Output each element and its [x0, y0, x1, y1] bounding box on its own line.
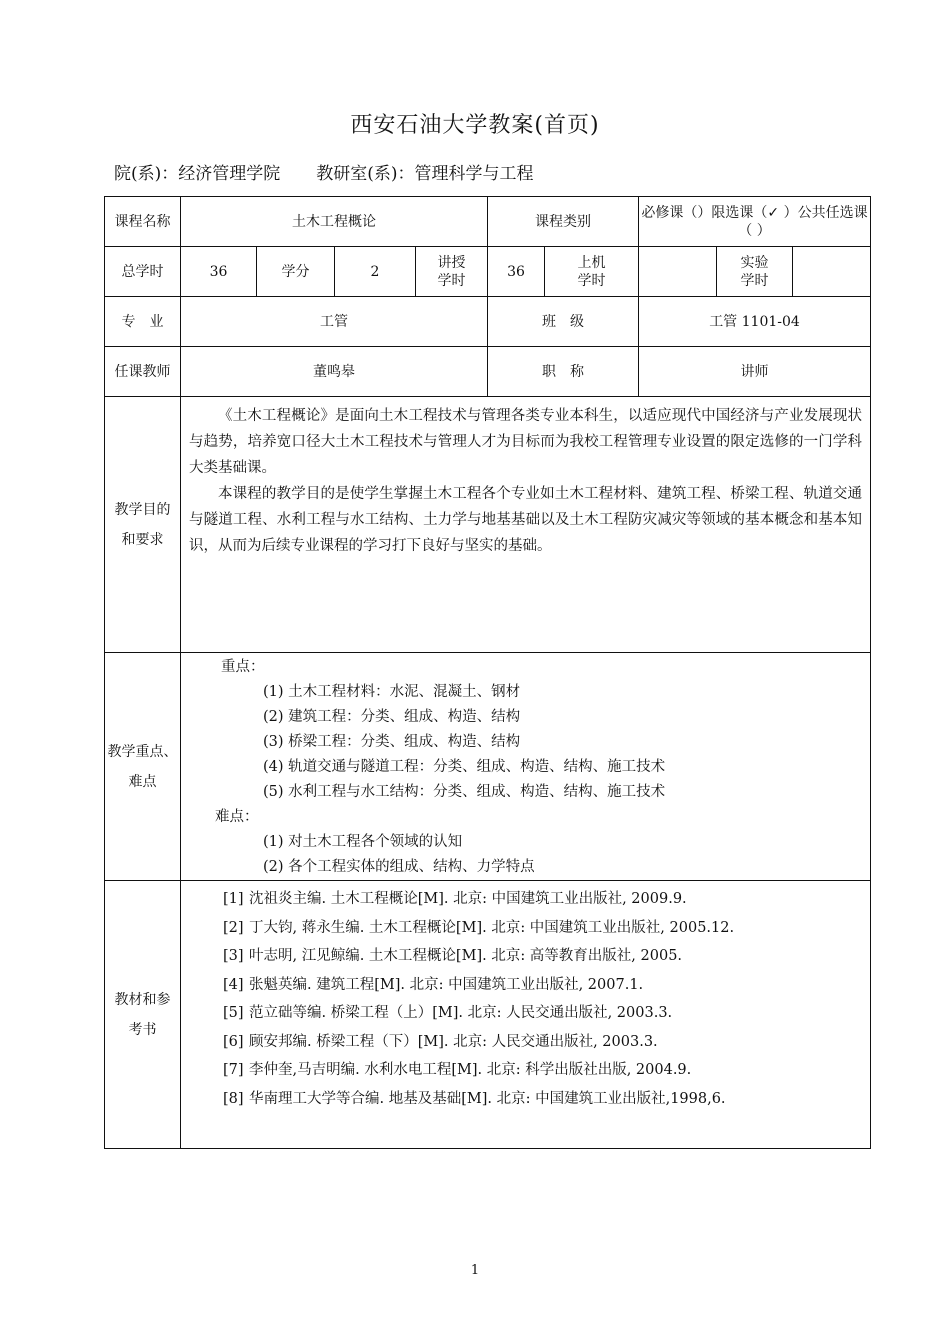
teacher-label: 任课教师	[105, 347, 181, 397]
course-type-value	[639, 197, 871, 247]
reference-number: [5]	[223, 1005, 244, 1021]
class-label: 班 级	[488, 297, 639, 347]
goals-paragraph-2: 本课程的教学目的是使学生掌握土木工程各个专业如土木工程材料、建筑工程、桥梁工程、轨道交通与隧道工程、水利工程与水工结构、土力学与地基基础以及土木工程防灾减灾等领域的基本概念和基本知识，从而为后续专业课程的学习打下良好与坚实的基础。	[189, 486, 862, 554]
key-item: (2) 建筑工程：分类、组成、构造、结构	[263, 709, 521, 725]
computer-hours-label-line2: 学时	[577, 272, 606, 289]
key-item: (3) 桥梁工程：分类、组成、构造、结构	[263, 734, 521, 750]
major-value: 工管	[181, 297, 488, 347]
reference-text: 丁大钧, 蒋永生编. 土木工程概论[M]. 北京: 中国建筑工业出版社, 2005.12.	[249, 919, 735, 936]
computer-hours-label	[545, 247, 639, 297]
course-type-rest: ）公共任选课（ ）	[738, 204, 868, 239]
department-line	[114, 159, 534, 184]
course-type-label: 课程类别	[488, 197, 639, 247]
reference-item	[181, 1056, 870, 1085]
key-points-content	[181, 653, 871, 881]
course-name-label: 课程名称	[105, 197, 181, 247]
goals-content	[181, 397, 871, 653]
lecture-hours-value: 36	[488, 247, 545, 297]
reference-item	[181, 914, 870, 943]
hours-row	[105, 247, 871, 297]
reference-item	[181, 1085, 870, 1114]
reference-number: [3]	[223, 948, 244, 964]
title-value: 讲师	[639, 347, 871, 397]
key-item: (4) 轨道交通与隧道工程：分类、组成、构造、结构、施工技术	[263, 759, 666, 775]
college-value: 经济管理学院	[178, 164, 281, 184]
lab-hours-label-line2: 学时	[740, 272, 769, 289]
reference-item	[181, 971, 870, 1000]
key-points-label-line1: 教学重点、	[107, 743, 178, 760]
reference-text: 顾安邦编. 桥梁工程（下）[M]. 北京: 人民交通出版社, 2003.3.	[249, 1033, 658, 1050]
key-points-row	[105, 653, 871, 881]
references-label	[105, 881, 181, 1149]
reference-item	[181, 999, 870, 1028]
course-row	[105, 197, 871, 247]
computer-hours-label-line1: 上机	[577, 254, 606, 271]
lecture-hours-label-line2: 学时	[437, 272, 466, 289]
goals-row	[105, 397, 871, 653]
credits-label: 学分	[257, 247, 335, 297]
key-item: (1) 土木工程材料：水泥、混凝土、钢材	[263, 684, 521, 700]
reference-text: 张魁英编. 建筑工程[M]. 北京: 中国建筑工业出版社, 2007.1.	[249, 976, 644, 993]
check-icon: ✓	[767, 204, 780, 221]
major-label: 专 业	[105, 297, 181, 347]
goals-paragraph-1: 《土木工程概论》是面向土木工程技术与管理各类专业本科生，以适应现代中国经济与产业发展现状与趋势，培养宽口径大土木工程技术与管理人才为目标而为我校工程管理专业设置的限定选修的一门学科大类基础课。	[189, 408, 862, 476]
references-row	[105, 881, 871, 1149]
reference-number: [2]	[223, 919, 244, 936]
goals-label	[105, 397, 181, 653]
dept-value: 管理科学与工程	[414, 164, 534, 184]
teacher-row	[105, 347, 871, 397]
difficult-item: (1) 对土木工程各个领域的认知	[263, 834, 463, 850]
references-label-line2: 考书	[128, 1021, 157, 1038]
reference-number: [4]	[223, 976, 244, 993]
class-value: 工管 1101-04	[639, 297, 871, 347]
reference-number: [7]	[223, 1062, 244, 1078]
references-content	[181, 881, 871, 1149]
major-row	[105, 297, 871, 347]
dept-label: 教研室(系)：	[316, 164, 415, 184]
references-label-line1: 教材和参	[114, 991, 171, 1008]
college-label: 院(系)：	[114, 164, 179, 184]
goals-label-line2: 和要求	[121, 531, 164, 548]
key-heading: 重点：	[221, 659, 265, 675]
reference-text: 沈祖炎主编. 土木工程概论[M]. 北京: 中国建筑工业出版社, 2009.9.	[249, 891, 687, 907]
lesson-plan-table	[104, 196, 871, 1149]
title-label: 职 称	[488, 347, 639, 397]
lab-hours-label-line1: 实验	[740, 254, 769, 271]
key-item: (5) 水利工程与水工结构：分类、组成、构造、结构、施工技术	[263, 784, 666, 800]
lecture-hours-label	[416, 247, 488, 297]
lecture-hours-label-line1: 讲授	[437, 254, 466, 271]
lab-hours-label	[717, 247, 793, 297]
total-hours-label: 总学时	[105, 247, 181, 297]
key-points-label	[105, 653, 181, 881]
reference-number: [6]	[223, 1033, 244, 1050]
difficult-heading: 难点：	[215, 809, 259, 825]
credits-value: 2	[335, 247, 416, 297]
course-name-value: 土木工程概论	[181, 197, 488, 247]
teacher-value: 董鸣皋	[181, 347, 488, 397]
reference-text: 范立础等编. 桥梁工程（上）[M]. 北京: 人民交通出版社, 2003.3.	[249, 1005, 673, 1021]
total-hours-value: 36	[181, 247, 257, 297]
course-type-required: 必修课（）限选课（	[641, 204, 768, 221]
reference-text: 华南理工大学等合编. 地基及基础[M]. 北京: 中国建筑工业出版社,1998,6.	[249, 1090, 726, 1107]
reference-item	[181, 885, 870, 914]
reference-number: [1]	[223, 891, 244, 907]
goals-label-line1: 教学目的	[114, 501, 171, 518]
lab-hours-value	[793, 247, 871, 297]
reference-text: 李仲奎,马吉明编. 水利水电工程[M]. 北京: 科学出版社出版, 2004.9.	[249, 1062, 692, 1078]
page-number: 1	[470, 1263, 480, 1278]
reference-item	[181, 942, 870, 971]
reference-text: 叶志明, 江见鲸编. 土木工程概论[M]. 北京: 高等教育出版社, 2005.	[249, 948, 683, 964]
reference-number: [8]	[223, 1090, 244, 1107]
key-points-label-line2: 难点	[128, 773, 157, 790]
computer-hours-value	[639, 247, 717, 297]
difficult-item: (2) 各个工程实体的组成、结构、力学特点	[263, 859, 535, 875]
reference-item	[181, 1028, 870, 1057]
page-title: 西安石油大学教案(首页)	[350, 113, 600, 138]
